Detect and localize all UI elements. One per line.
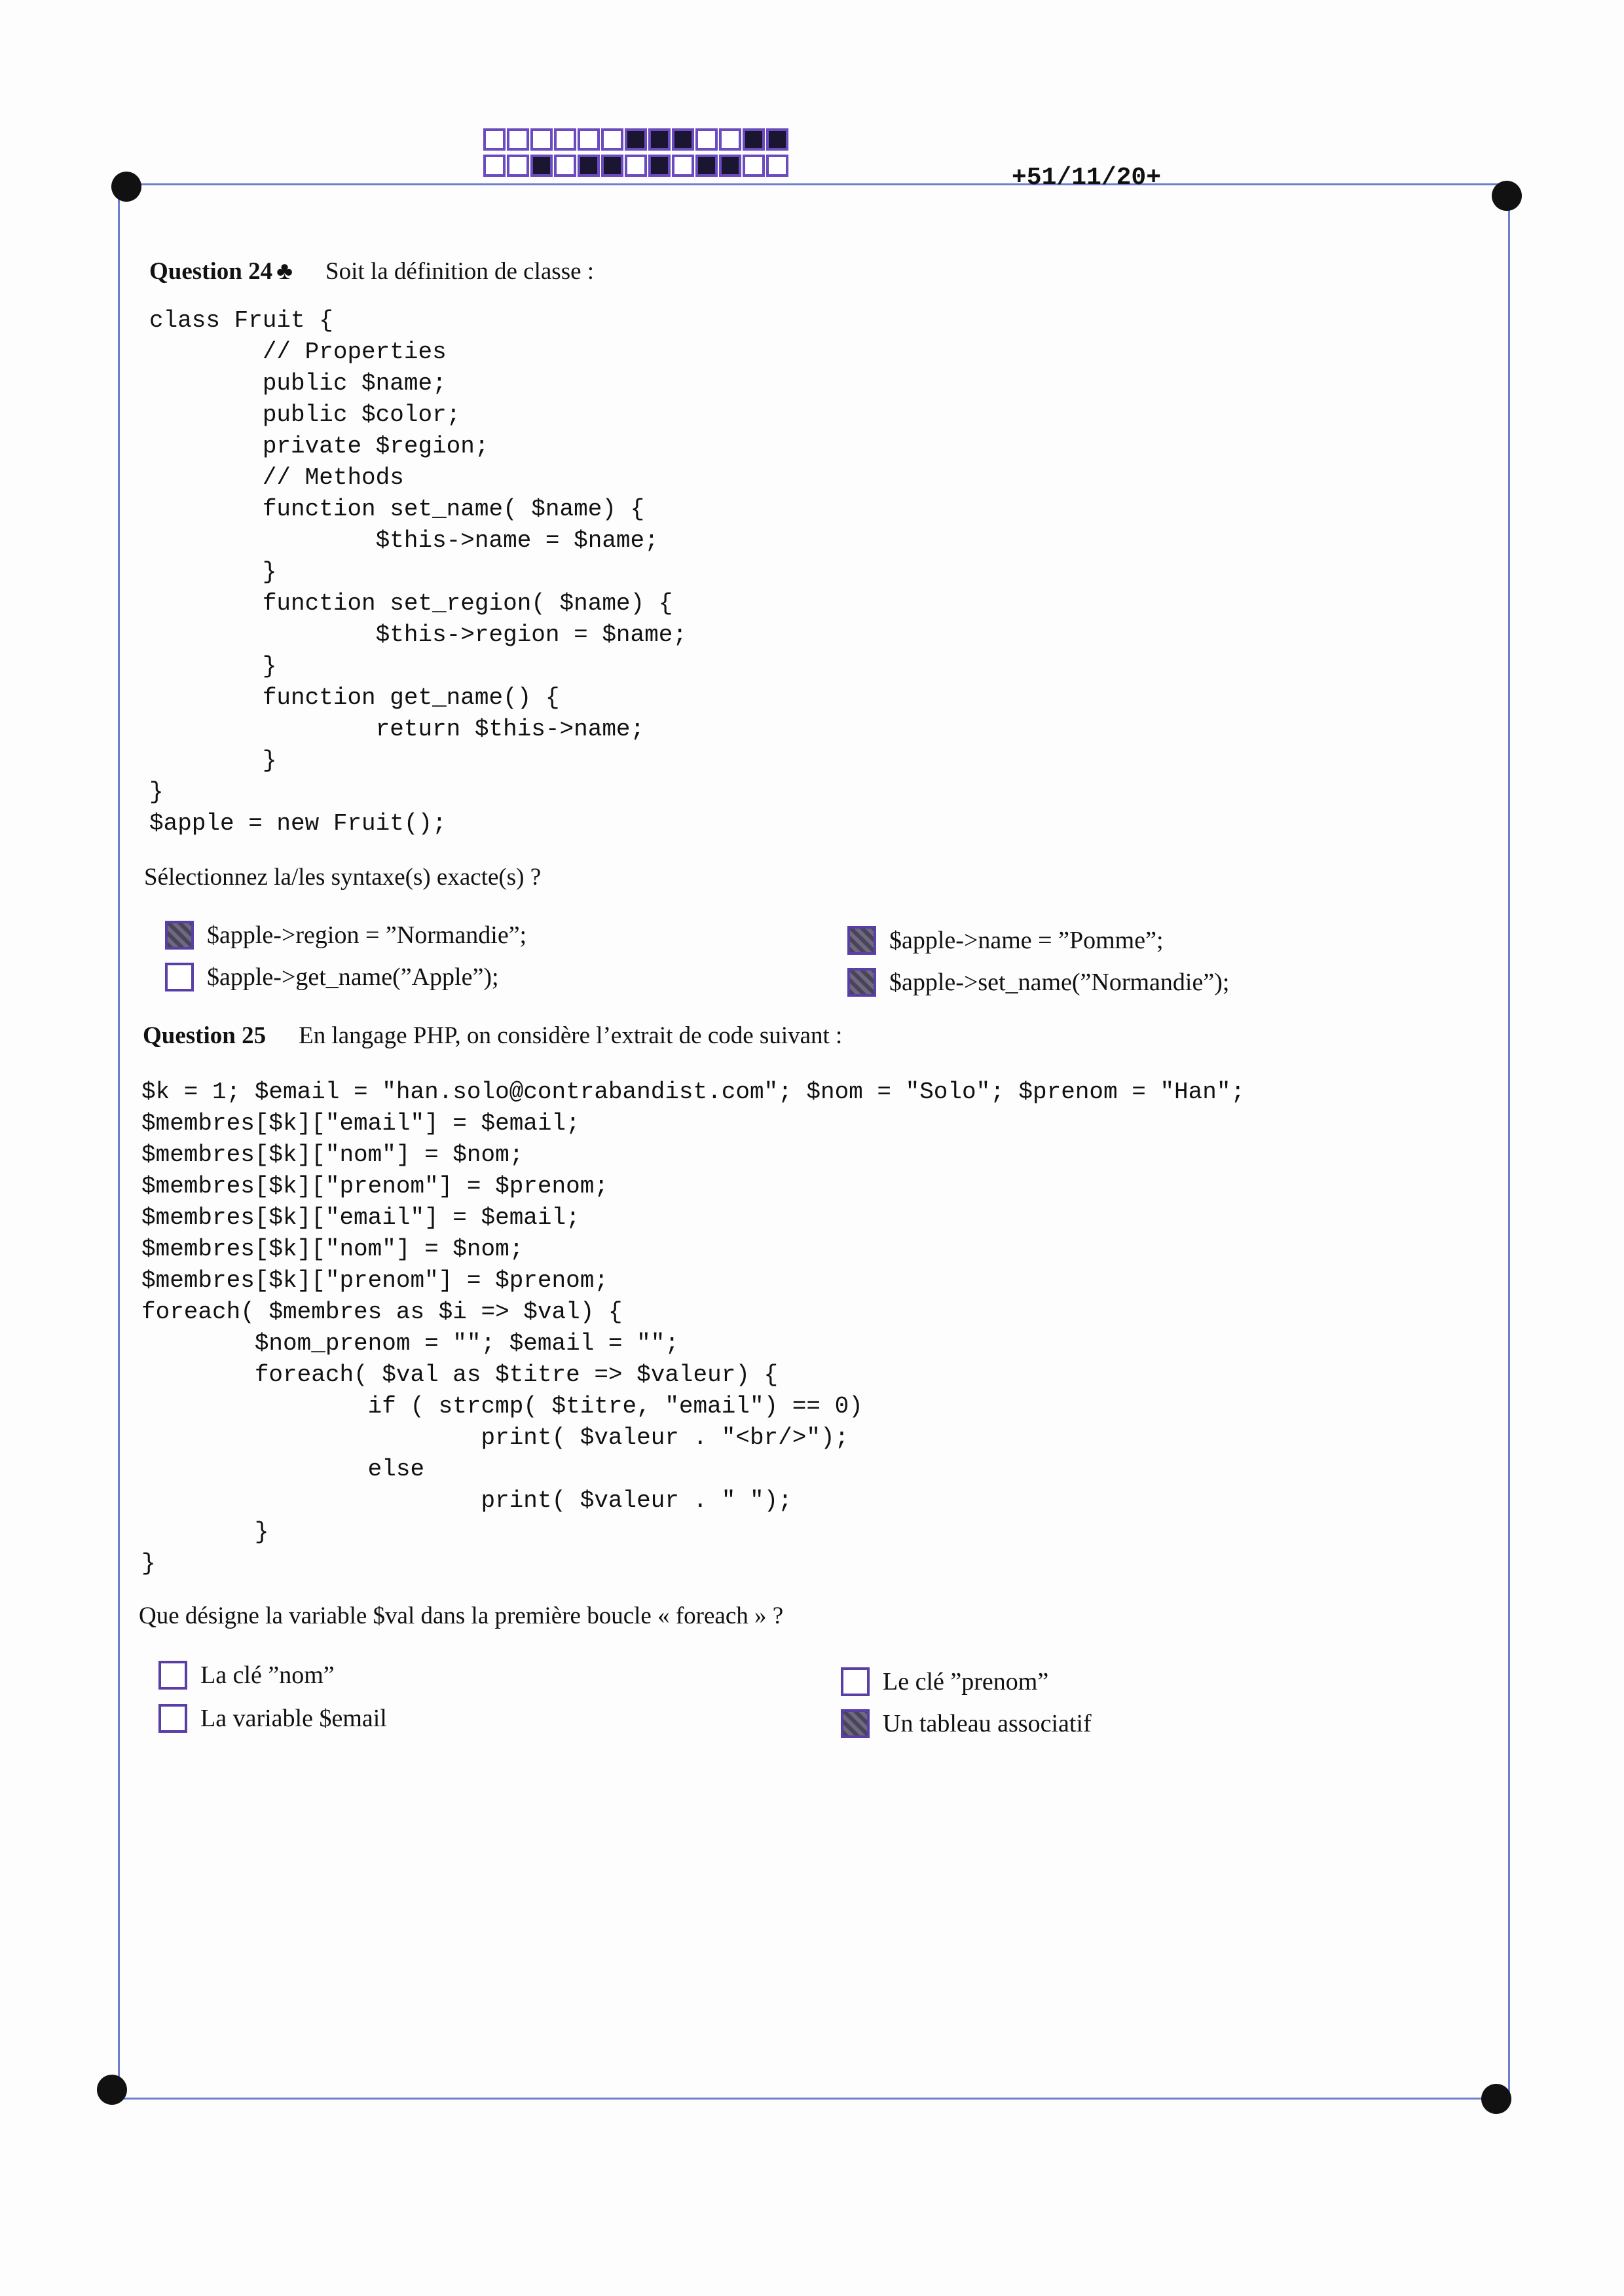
code-cell	[483, 155, 506, 177]
code-cell	[483, 128, 506, 151]
code-cell	[719, 128, 741, 151]
answer-checkbox[interactable]	[165, 963, 194, 991]
question-24-header	[149, 257, 594, 286]
club-icon: ♣	[276, 257, 293, 285]
answer-checkbox[interactable]	[158, 1704, 187, 1733]
q24-answer-1[interactable]	[165, 921, 526, 950]
code-cell	[601, 128, 623, 151]
code-cell	[766, 155, 788, 177]
question-25-number: Question 25	[143, 1022, 267, 1049]
answer-label: La variable $email	[200, 1705, 387, 1732]
answer-checkbox[interactable]	[158, 1661, 187, 1690]
code-cell	[554, 155, 576, 177]
answer-checkbox[interactable]	[841, 1667, 870, 1696]
code-row-1	[483, 128, 790, 151]
question-24-prompt: Sélectionnez la/les syntaxe(s) exacte(s) ?	[144, 864, 542, 891]
code-cell	[601, 155, 623, 177]
code-cell	[530, 155, 553, 177]
code-cell	[672, 155, 694, 177]
question-24-code: class Fruit { // Properties public $name; public $color; private $region; // Methods function set_name( $name) { $this->name = $name; } function set_region( $name) { $this->region = $name; } function get_name() { return $this->name; } } $apple = new Fruit();	[149, 307, 687, 837]
corner-mark-bottom-right	[1481, 2084, 1511, 2114]
answer-label: Le clé ”prenom”	[883, 1668, 1049, 1695]
answer-label: $apple->region = ”Normandie”;	[207, 921, 527, 949]
answer-checkbox-checked[interactable]	[841, 1709, 870, 1738]
answer-label: La clé ”nom”	[200, 1661, 335, 1689]
code-row-2	[483, 155, 790, 177]
code-cell	[648, 155, 671, 177]
corner-mark-top-right	[1492, 181, 1522, 211]
code-cell	[507, 128, 529, 151]
binary-code-grid	[483, 128, 790, 177]
code-cell	[672, 128, 694, 151]
q25-answer-2[interactable]	[158, 1704, 387, 1733]
answer-label: $apple->get_name(”Apple”);	[207, 963, 499, 991]
question-24-stem: Soit la définition de classe :	[325, 258, 595, 285]
question-24-label: Question 24	[149, 258, 273, 285]
code-cell	[554, 128, 576, 151]
code-cell	[625, 128, 647, 151]
question-25-prompt: Que désigne la variable $val dans la première boucle « foreach » ?	[139, 1602, 784, 1629]
question-24-number	[149, 258, 293, 285]
answer-checkbox-checked[interactable]	[847, 968, 876, 997]
q24-answer-4[interactable]	[847, 968, 1229, 997]
code-cell	[695, 128, 718, 151]
answer-label: $apple->name = ”Pomme”;	[889, 927, 1164, 954]
corner-mark-top-left	[111, 172, 141, 202]
code-cell	[719, 155, 741, 177]
code-cell	[578, 155, 600, 177]
question-25-header	[143, 1022, 842, 1050]
answer-label: $apple->set_name(”Normandie”);	[889, 969, 1230, 996]
corner-mark-bottom-left	[97, 2075, 127, 2105]
code-cell	[507, 155, 529, 177]
answer-checkbox-checked[interactable]	[847, 926, 876, 955]
question-25-stem: En langage PHP, on considère l’extrait de code suivant :	[299, 1022, 843, 1049]
question-25-code: $k = 1; $email = "han.solo@contrabandist.com"; $nom = "Solo"; $prenom = "Han"; $membres[$k]["email"] = $email; $membres[$k]["nom"] = $nom; $membres[$k]["prenom"] = $prenom; $membres[$k]["email"] = $email; $membres[$k]["nom"] = $nom; $membres[$k]["prenom"] = $prenom; foreach( $membres as $i => $val) { $nom_prenom = ""; $email = ""; foreach( $val as $titre => $valeur) { if ( strcmp( $titre, "email") == 0) print( $valeur . "<br/>"); else print( $valeur . " "); } }	[141, 1079, 1246, 1577]
code-cell	[743, 128, 765, 151]
code-cell	[648, 128, 671, 151]
q25-answer-1[interactable]	[158, 1661, 335, 1690]
code-cell	[625, 155, 647, 177]
q24-answer-3[interactable]	[847, 926, 1164, 955]
answer-checkbox-checked[interactable]	[165, 921, 194, 950]
code-cell	[578, 128, 600, 151]
q25-answer-4[interactable]	[841, 1709, 1092, 1738]
code-cell	[743, 155, 765, 177]
q25-answer-3[interactable]	[841, 1667, 1048, 1696]
code-cell	[766, 128, 788, 151]
sheet-id: +51/11/20+	[1012, 164, 1162, 192]
code-cell	[530, 128, 553, 151]
answer-label: Un tableau associatif	[883, 1710, 1092, 1737]
code-cell	[695, 155, 718, 177]
q24-answer-2[interactable]	[165, 963, 499, 991]
